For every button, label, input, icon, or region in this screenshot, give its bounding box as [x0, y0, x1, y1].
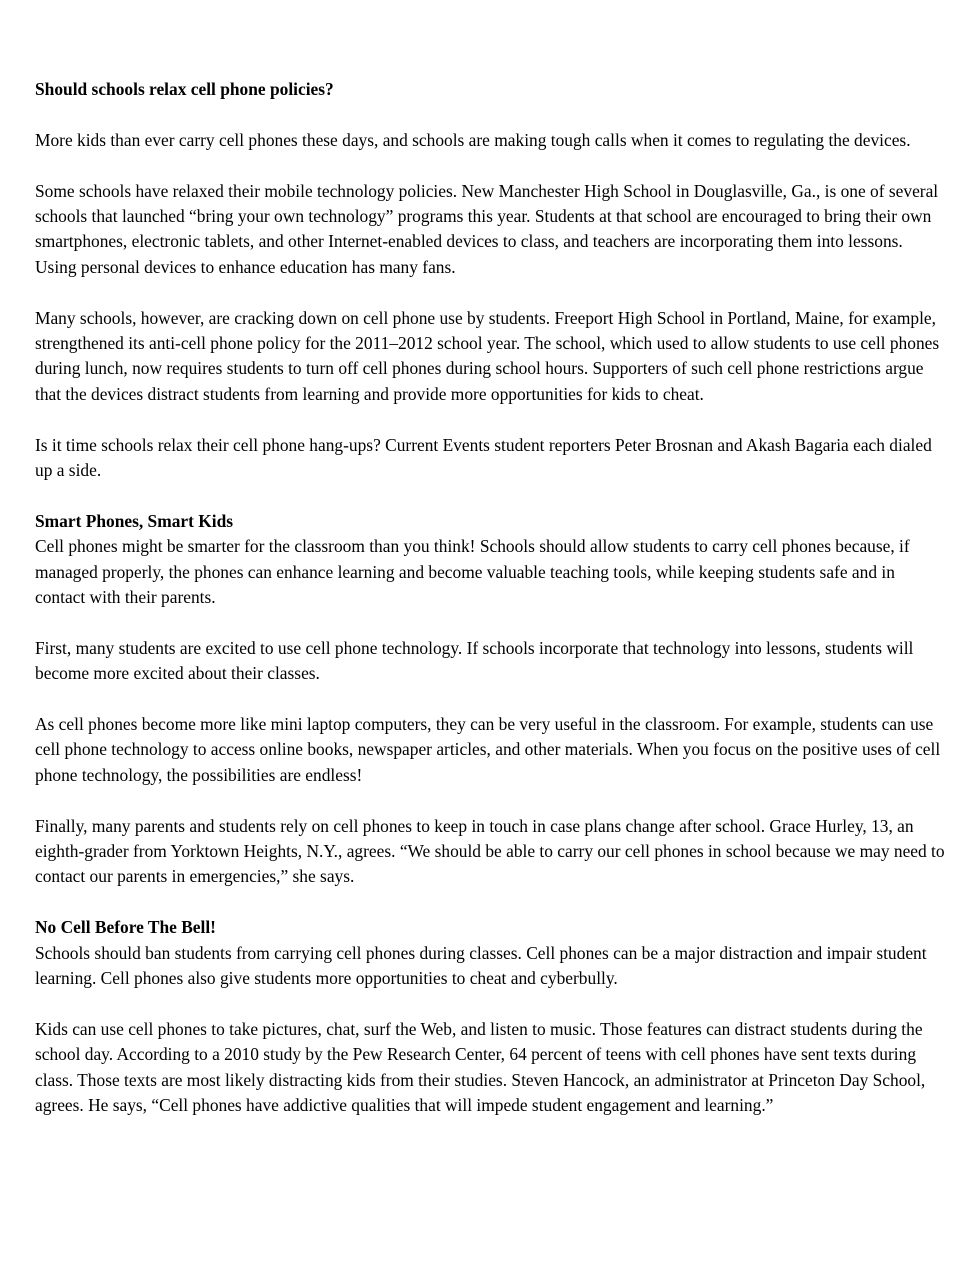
document-page	[35, 77, 945, 1144]
intro-paragraph-3: Many schools, however, are cracking down on cell phone use by students. Freeport High School in Portland, Maine, for example, strengthened its anti-cell phone policy for the 2011–2012 school year. The school, which used to allow students to use cell phones during lunch, now requires students to turn off cell phones during school hours. Supporters of such cell phone restrictions argue that the devices distract students from learning and provide more opportunities for kids to cheat.	[35, 307, 940, 404]
con-section-paragraph-2: Kids can use cell phones to take pictures, chat, surf the Web, and listen to music. Those features can distract students during the school day. According to a 2010 study by the Pew Research Center, 64 percent of teens with cell phones have sent texts during class. Those texts are most likely distracting kids from their studies. Steven Hancock, an administrator at Princeton Day School, agrees. He says, “Cell phones have addictive qualities that will impede student engagement and learning.”	[35, 1018, 926, 1116]
intro-paragraph-1: More kids than ever carry cell phones these days, and schools are making tough calls when it comes to regulating the devices.	[35, 129, 911, 150]
pro-section-paragraph-4: Finally, many parents and students rely on cell phones to keep in touch in case plans change after school. Grace Hurley, 13, an eighth-grader from Yorktown Heights, N.Y., agrees. “We should be able to carry our cell phones in school because we may need to contact our parents in emergencies,” she says.	[35, 815, 945, 887]
document-title: Should schools relax cell phone policies?	[35, 79, 334, 99]
pro-section-text-1: Cell phones might be smarter for the classroom than you think! Schools should allow students to carry cell phones because, if managed properly, the phones can enhance learning and become valuable teaching tools, while keeping students safe and in contact with their parents.	[35, 536, 910, 608]
intro-paragraph-2: Some schools have relaxed their mobile technology policies. New Manchester High School in Douglasville, Ga., is one of several schools that launched “bring your own technology” programs this year. Students at that school are encouraged to bring their own smartphones, electronic tablets, and other Internet-enabled devices to class, and teachers are incorporating them into lessons. Using personal devices to enhance education has many fans.	[35, 180, 939, 277]
pro-section-heading: Smart Phones, Smart Kids	[35, 510, 234, 531]
con-section-paragraph-1	[35, 915, 945, 991]
pro-section-paragraph-1	[35, 509, 945, 611]
con-section-heading: No Cell Before The Bell!	[35, 917, 216, 938]
pro-section-paragraph-3: As cell phones become more like mini laptop computers, they can be very useful in the classroom. For example, students can use cell phone technology to access online books, newspaper articles, and other materials. When you focus on the positive uses of cell phone technology, the possibilities are endless!	[35, 714, 941, 785]
pro-section-paragraph-2: First, many students are excited to use cell phone technology. If schools incorporate that technology into lessons, students will become more excited about their classes.	[35, 637, 914, 684]
con-section-text-1: Schools should ban students from carrying cell phones during classes. Cell phones can be a major distraction and impair student learning. Cell phones also give students more opportunities to cheat and cyberbully.	[35, 942, 927, 989]
intro-paragraph-4: Is it time schools relax their cell phone hang-ups? Current Events student reporters Peter Brosnan and Akash Bagaria each dialed up a side.	[35, 434, 932, 481]
